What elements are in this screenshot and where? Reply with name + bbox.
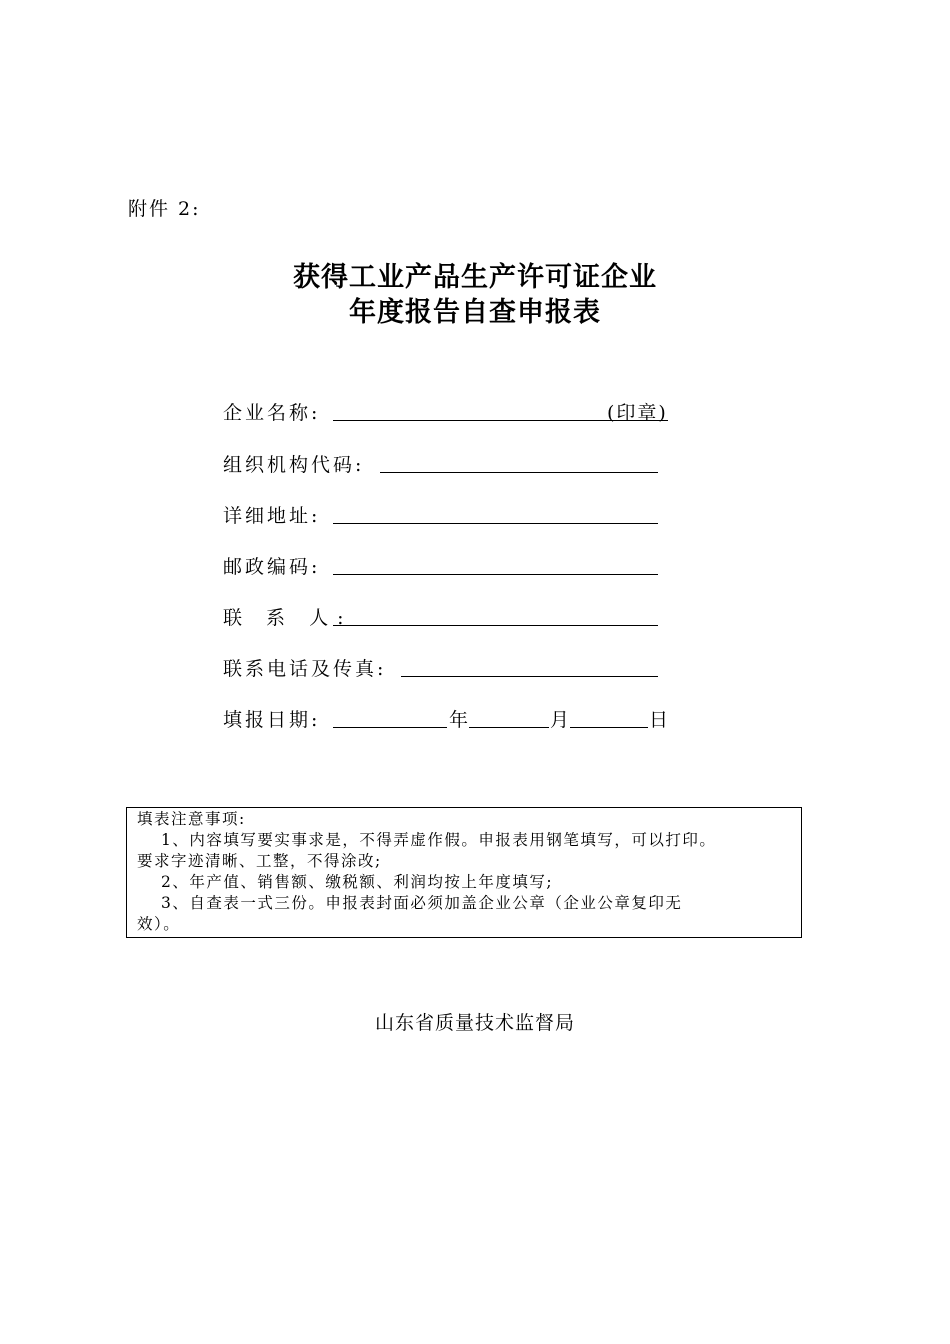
phone-fax-field <box>223 654 663 680</box>
postcode-line[interactable] <box>333 552 658 575</box>
instructions-heading: 填表注意事项: <box>137 810 246 828</box>
form-title-line1: 获得工业产品生产许可证企业 <box>293 262 657 293</box>
year-label: 年 <box>449 709 472 731</box>
fill-date-field <box>223 705 673 731</box>
instruction-item-1a: 1、内容填写要实事求是，不得弄虚作假。申报表用钢笔填写，可以打印。 <box>161 831 717 849</box>
address-line[interactable] <box>333 501 658 524</box>
company-name-field <box>223 398 673 424</box>
postcode-label: 邮政编码: <box>223 556 321 578</box>
address-label: 详细地址: <box>223 505 321 527</box>
address-field <box>223 501 663 527</box>
fill-date-label: 填报日期: <box>223 709 321 731</box>
postcode-field <box>223 552 663 578</box>
org-code-field <box>223 450 663 476</box>
day-line[interactable] <box>570 705 648 728</box>
day-label: 日 <box>649 709 672 731</box>
year-line[interactable] <box>333 705 447 728</box>
seal-note: (印章) <box>607 402 668 424</box>
form-title-line2: 年度报告自查申报表 <box>349 297 601 328</box>
phone-fax-label: 联系电话及传真: <box>223 658 387 680</box>
issuing-authority: 山东省质量技术监督局 <box>374 1012 575 1034</box>
contact-label: 联 系 人: <box>223 607 353 629</box>
month-line[interactable] <box>469 705 549 728</box>
attachment-label: 附件 2: <box>128 198 201 220</box>
month-label: 月 <box>550 709 573 731</box>
contact-field <box>223 603 663 629</box>
contact-line[interactable] <box>333 603 658 626</box>
instruction-item-3b: 效）。 <box>137 915 181 933</box>
instruction-item-1b: 要求字迹清晰、工整，不得涂改; <box>137 852 382 870</box>
instructions-box <box>126 807 802 938</box>
org-code-label: 组织机构代码: <box>223 454 365 476</box>
phone-fax-line[interactable] <box>401 654 658 677</box>
company-name-label: 企业名称: <box>223 402 321 424</box>
instruction-item-2: 2、年产值、销售额、缴税额、利润均按上年度填写; <box>161 873 554 891</box>
instruction-item-3a: 3、自查表一式三份。申报表封面必须加盖企业公章（企业公章复印无 <box>161 894 683 912</box>
org-code-line[interactable] <box>380 450 658 473</box>
